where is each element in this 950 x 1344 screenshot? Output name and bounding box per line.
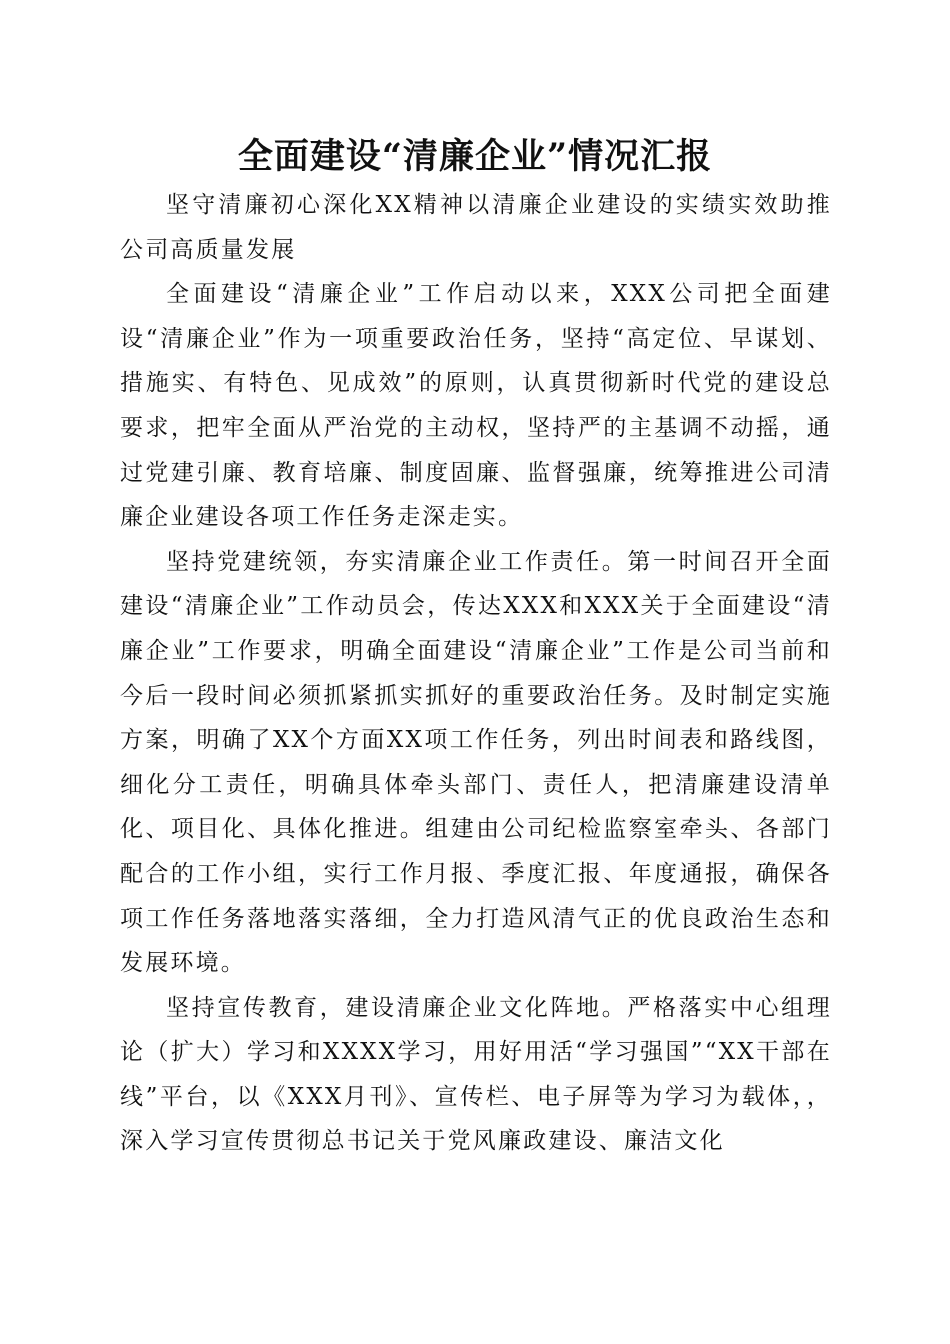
intro-paragraph: 全面建设“清廉企业”工作启动以来，XXX公司把全面建设“清廉企业”作为一项重要政治任务，坚持“高定位、早谋划、措施实、有特色、见成效”的原则，认真贯彻新时代党的建设总要求，把牢全面从严治党的主动权，坚持严的主基调不动摇，通过党建引廉、教育培廉、制度固廉、监督强廉，统筹推进公司清廉企业建设各项工作任务走深走实。	[120, 281, 832, 531]
party-building-paragraph: 坚持党建统领，夯实清廉企业工作责任。第一时间召开全面建设“清廉企业”工作动员会，传达XXX和XXX关于全面建设“清廉企业”工作要求，明确全面建设“清廉企业”工作是公司当前和今后一段时间必须抓紧抓实抓好的重要政治任务。及时制定实施方案，明确了XX个方面XX项工作任务，列出时间表和路线图，细化分工责任，明确具体牵头部门、责任人，把清廉建设清单化、项目化、具体化推进。组建由公司纪检监察室牵头、各部门配合的工作小组，实行工作月报、季度汇报、年度通报，确保各项工作任务落地落实落细，全力打造风清气正的优良政治生态和发展环境。	[120, 548, 832, 977]
subtitle-paragraph: 坚守清廉初心深化XX精神以清廉企业建设的实绩实效助推公司高质量发展	[120, 192, 832, 263]
document-body	[120, 183, 832, 1164]
document-title: 全面建设“清廉企业”情况汇报	[237, 136, 713, 177]
education-paragraph: 坚持宣传教育，建设清廉企业文化阵地。严格落实中心组理论（扩大）学习和XXXX学习，用好用活“学习强国”“XX干部在线”平台，以《XXX月刊》、宣传栏、电子屏等为学习为载体，，深入学习宣传贯彻总书记关于党风廉政建设、廉洁文化	[120, 994, 832, 1155]
